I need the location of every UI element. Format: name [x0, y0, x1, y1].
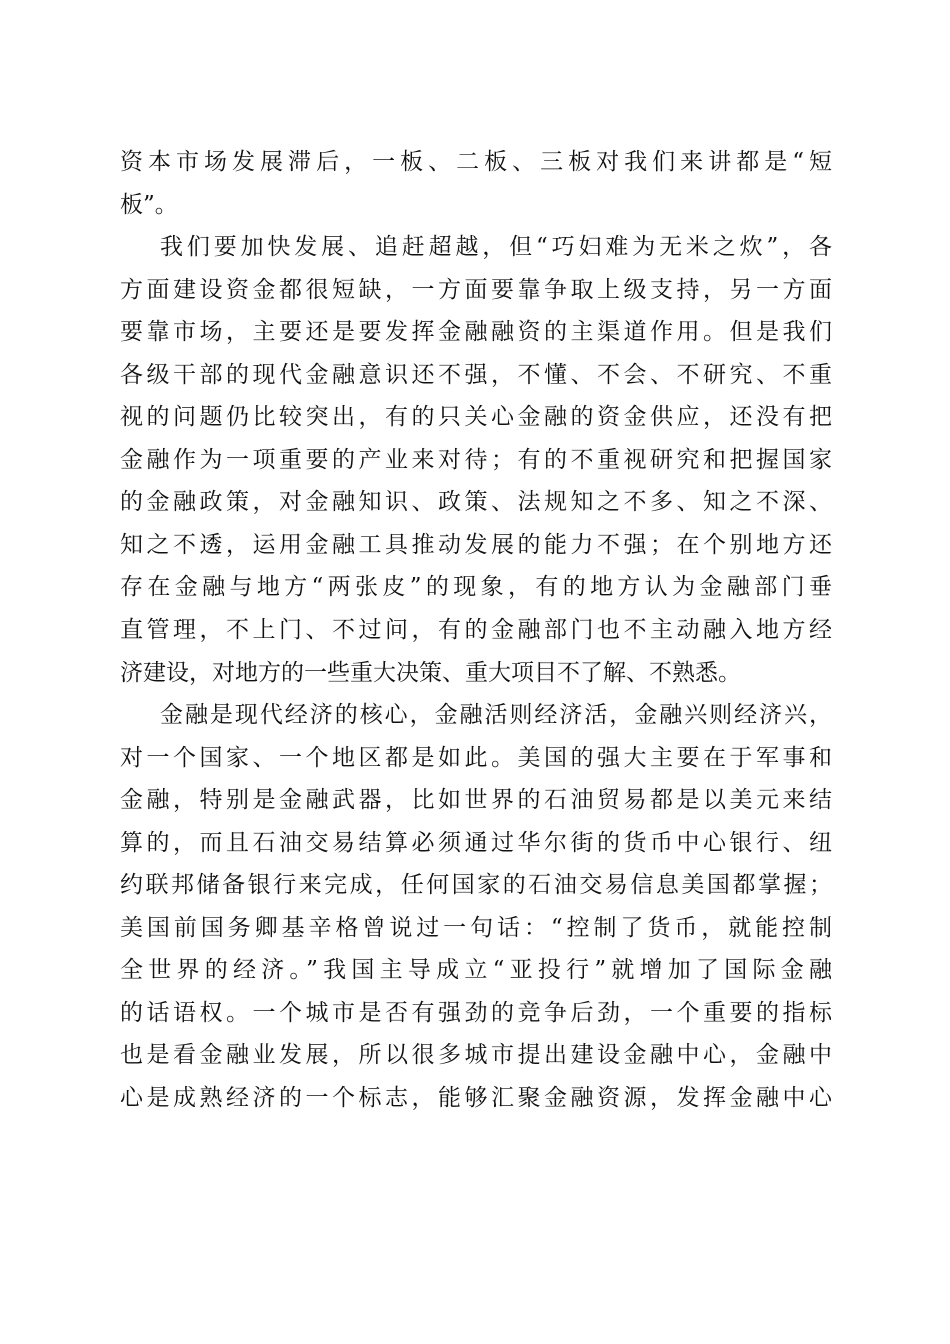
text-line: 算的，而且石油交易结算必须通过华尔街的货币中心银行、纽 [120, 829, 832, 856]
text-line: 心是成熟经济的一个标志，能够汇聚金融资源，发挥金融中心 [120, 1085, 832, 1112]
text-line: 金融，特别是金融武器，比如世界的石油贸易都是以美元来结 [120, 787, 832, 814]
body-text [120, 141, 832, 1120]
text-line: 的话语权。一个城市是否有强劲的竞争后劲，一个重要的指标 [120, 999, 832, 1026]
text-line: 各级干部的现代金融意识还不强，不懂、不会、不研究、不重 [120, 361, 832, 388]
text-line: 约联邦储备银行来完成，任何国家的石油交易信息美国都掌握； [120, 872, 832, 899]
text-line: 板”。 [120, 191, 178, 218]
text-line: 方面建设资金都很短缺，一方面要靠争取上级支持，另一方面 [120, 276, 832, 303]
text-line: 全世界的经济。”我国主导成立“亚投行”就增加了国际金融 [120, 957, 832, 984]
text-line: 资本市场发展滞后，一板、二板、三板对我们来讲都是“短 [120, 149, 832, 175]
text-line: 济建设，对地方的一些重大决策、重大项目不了解、不熟悉。 [120, 659, 741, 686]
text-line: 的金融政策，对金融知识、政策、法规知之不多、知之不深、 [120, 489, 832, 516]
paragraph-first-line: 我们要加快发展、追赶超越，但“巧妇难为无米之炊”，各 [160, 234, 832, 261]
text-line: 对一个国家、一个地区都是如此。美国的强大主要在于军事和 [120, 744, 832, 771]
paragraph-first-line: 金融是现代经济的核心，金融活则经济活，金融兴则经济兴， [160, 702, 832, 729]
text-line: 知之不透，运用金融工具推动发展的能力不强；在个别地方还 [120, 531, 832, 558]
text-line: 直管理，不上门、不过问，有的金融部门也不主动融入地方经 [120, 617, 832, 644]
text-line: 存在金融与地方“两张皮”的现象，有的地方认为金融部门垂 [120, 574, 832, 601]
text-line: 美国前国务卿基辛格曾说过一句话：“控制了货币，就能控制 [120, 914, 832, 941]
text-line: 金融作为一项重要的产业来对待；有的不重视研究和把握国家 [120, 446, 832, 473]
text-line: 视的问题仍比较突出，有的只关心金融的资金供应，还没有把 [120, 404, 832, 431]
text-line: 也是看金融业发展，所以很多城市提出建设金融中心，金融中 [120, 1042, 832, 1069]
text-line: 要靠市场，主要还是要发挥金融融资的主渠道作用。但是我们 [120, 319, 832, 346]
